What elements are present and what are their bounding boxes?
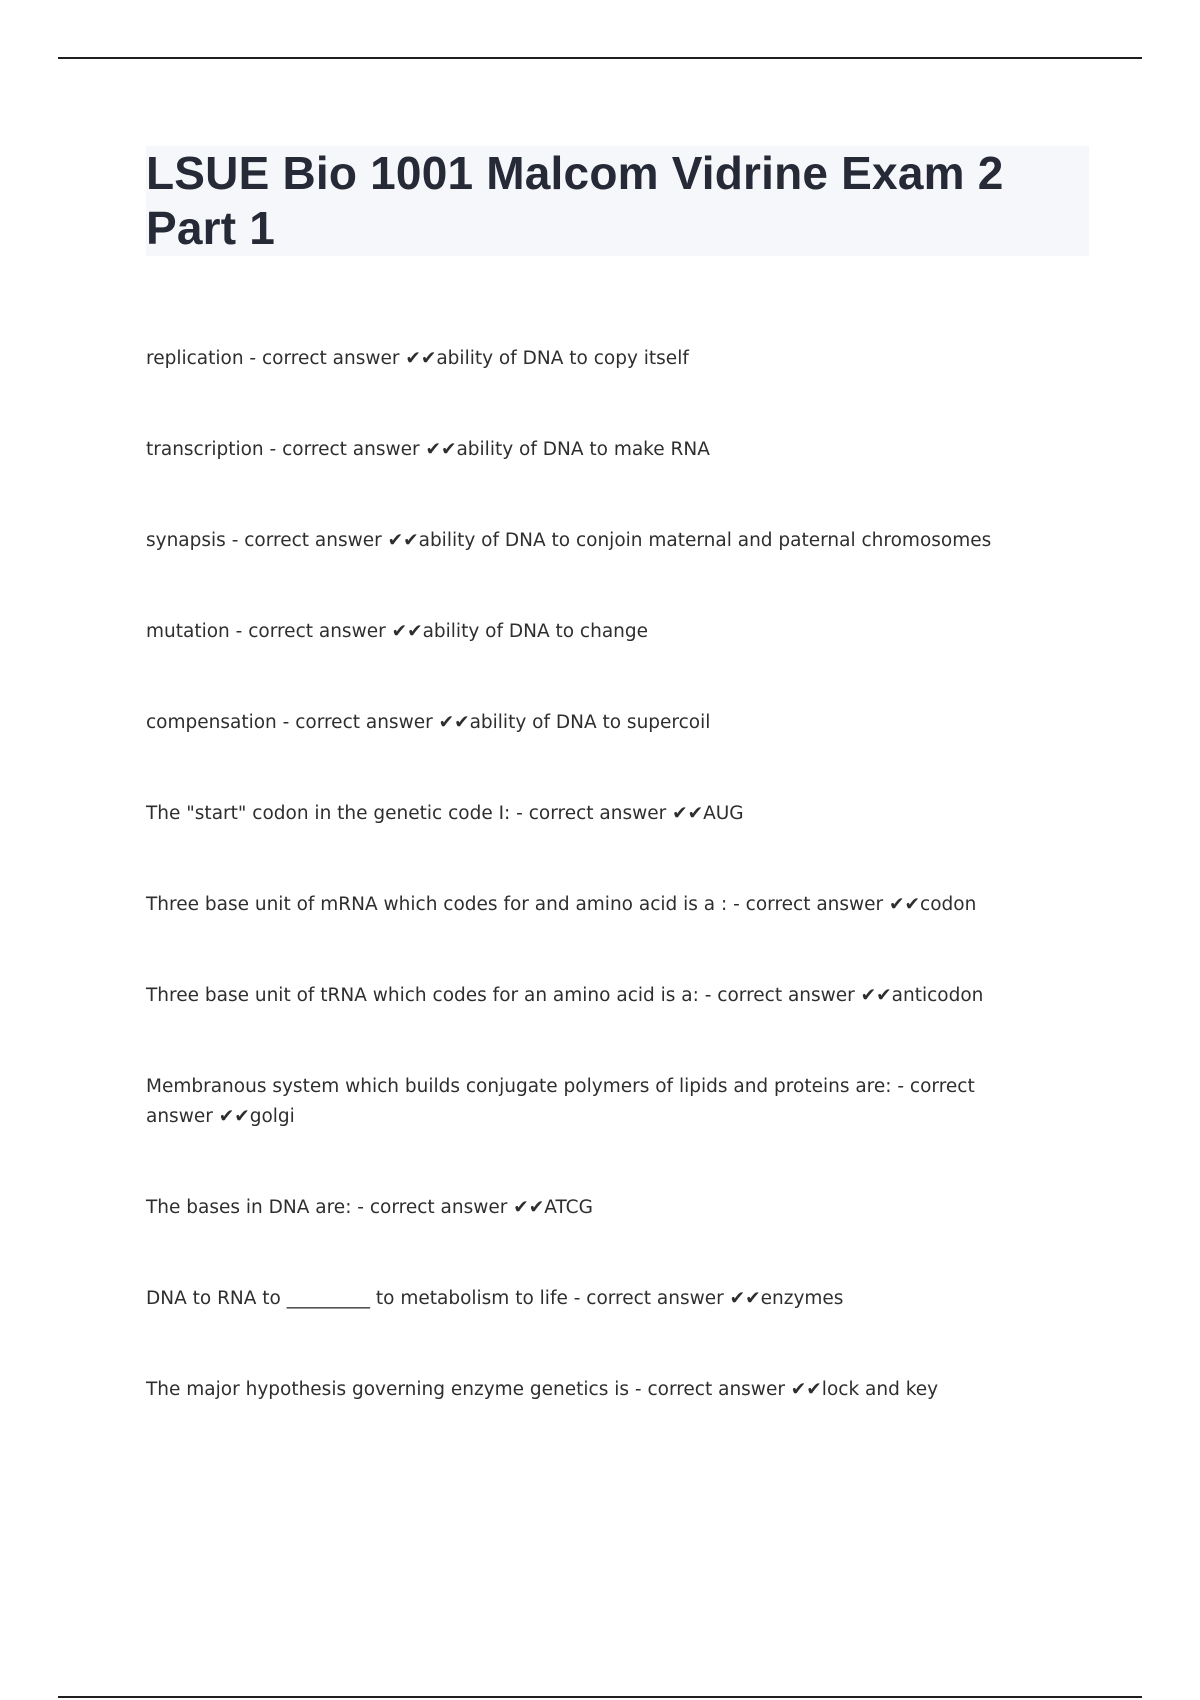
list-item: Three base unit of mRNA which codes for and amino acid is a : - correct answer ✔✔codon [146, 894, 977, 915]
list-item: compensation - correct answer ✔✔ability of DNA to supercoil [146, 712, 711, 733]
page-title: LSUE Bio 1001 Malcom Vidrine Exam 2 Part 1 [146, 147, 1004, 254]
bottom-rule [58, 1696, 1142, 1698]
list-item: The "start" codon in the genetic code I: - correct answer ✔✔AUG [146, 803, 744, 824]
list-item: synapsis - correct answer ✔✔ability of DNA to conjoin maternal and paternal chromosomes [146, 530, 992, 551]
list-item: Membranous system which builds conjugate polymers of lipids and proteins are: - correct answer ✔✔golgi [146, 1076, 975, 1127]
list-item: mutation - correct answer ✔✔ability of DNA to change [146, 621, 649, 642]
qa-list [146, 344, 1046, 1405]
list-item: transcription - correct answer ✔✔ability of DNA to make RNA [146, 439, 710, 460]
list-item: DNA to RNA to _________ to metabolism to life - correct answer ✔✔enzymes [146, 1288, 844, 1309]
list-item: Three base unit of tRNA which codes for an amino acid is a: - correct answer ✔✔anticodon [146, 985, 984, 1006]
list-item: The major hypothesis governing enzyme genetics is - correct answer ✔✔lock and key [146, 1379, 939, 1400]
list-item: The bases in DNA are: - correct answer ✔✔ATCG [146, 1197, 593, 1218]
top-rule [58, 57, 1142, 59]
list-item: replication - correct answer ✔✔ability of DNA to copy itself [146, 348, 689, 369]
